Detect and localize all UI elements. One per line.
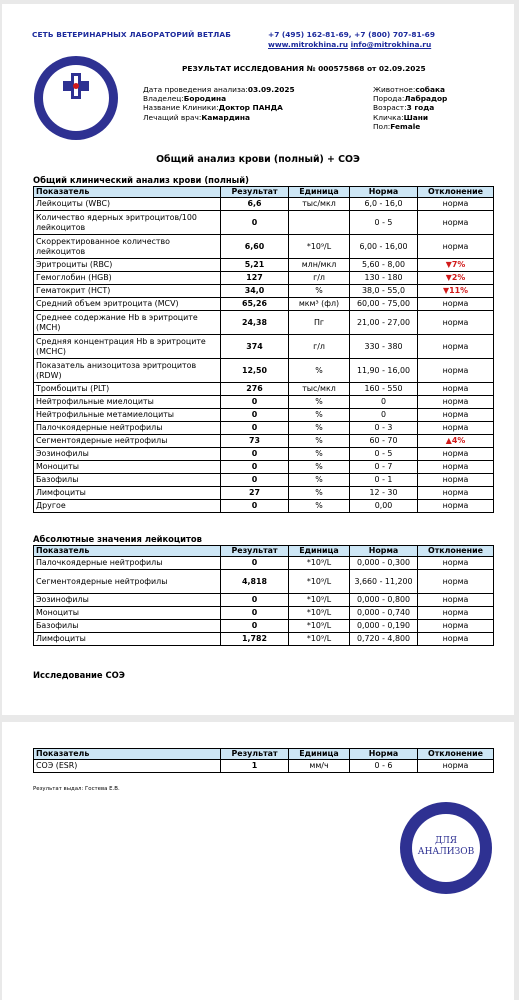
cell-unit: мм/ч <box>289 760 350 773</box>
table-row <box>34 474 494 487</box>
table-row <box>34 272 494 285</box>
table-row <box>34 760 494 773</box>
vetlab-logo <box>34 56 118 140</box>
cell-norm: 0 <box>350 396 418 409</box>
cell-norm: 0 - 6 <box>350 760 418 773</box>
cell-norm: 60 - 70 <box>350 435 418 448</box>
header-deviation: Отклонение <box>418 187 494 198</box>
cell-unit: тыс/мкл <box>289 383 350 396</box>
cell-dev: норма <box>418 359 494 383</box>
cell-dev: норма <box>418 422 494 435</box>
cell-dev: ▲4% <box>418 435 494 448</box>
cell-result: 12,50 <box>221 359 289 383</box>
cell-name: Показатель анизоцитоза эритроцитов (RDW) <box>34 359 221 383</box>
cell-dev: норма <box>418 383 494 396</box>
cell-name: СОЭ (ESR) <box>34 760 221 773</box>
header-result: Результат <box>221 546 289 557</box>
cell-norm: 6,0 - 16,0 <box>350 198 418 211</box>
table-row <box>34 633 494 646</box>
cell-dev: норма <box>418 607 494 620</box>
table-header-row <box>34 187 494 198</box>
cell-result: 1 <box>221 760 289 773</box>
table-row <box>34 259 494 272</box>
cell-name: Нейтрофильные миелоциты <box>34 396 221 409</box>
cell-result: 0 <box>221 620 289 633</box>
table-header-row <box>34 546 494 557</box>
cell-norm: 330 - 380 <box>350 335 418 359</box>
cell-result: 127 <box>221 272 289 285</box>
cell-name: Эозинофилы <box>34 448 221 461</box>
cell-result: 0 <box>221 422 289 435</box>
table-row <box>34 383 494 396</box>
table-header-row <box>34 749 494 760</box>
esr-table <box>33 748 494 773</box>
cell-norm: 3,660 - 11,200 <box>350 570 418 594</box>
table-row <box>34 448 494 461</box>
cell-unit: млн/мкл <box>289 259 350 272</box>
table-row <box>34 435 494 448</box>
cell-result: 34,0 <box>221 285 289 298</box>
report-page-1 <box>2 4 514 715</box>
table-row <box>34 620 494 633</box>
header-name: Показатель <box>34 546 221 557</box>
cell-name: Средний объем эритроцита (MCV) <box>34 298 221 311</box>
cell-name: Гемоглобин (HGB) <box>34 272 221 285</box>
table-row <box>34 500 494 513</box>
cell-result: 0 <box>221 474 289 487</box>
cell-norm: 0 - 5 <box>350 448 418 461</box>
cell-dev: норма <box>418 198 494 211</box>
cell-result: 374 <box>221 335 289 359</box>
table-row <box>34 487 494 500</box>
cbc-table <box>33 186 494 513</box>
cell-dev: норма <box>418 633 494 646</box>
table-row <box>34 211 494 235</box>
cell-unit: Пг <box>289 311 350 335</box>
cell-name: Моноциты <box>34 607 221 620</box>
website-link[interactable]: www.mitrokhina.ru <box>268 40 348 49</box>
patient-info-left: Дата проведения анализа:03.09.2025 Владелец:Бородина Название Клиники:Доктор ПАНДА Лечащий врач:Камардина <box>143 85 295 122</box>
cell-name: Гематокрит (HCT) <box>34 285 221 298</box>
table-row <box>34 461 494 474</box>
cell-name: Средняя концентрация Hb в эритроците (MCHC) <box>34 335 221 359</box>
cell-result: 24,38 <box>221 311 289 335</box>
cell-unit <box>289 211 350 235</box>
cell-unit: мкм³ (фл) <box>289 298 350 311</box>
table-row <box>34 570 494 594</box>
header-unit: Единица <box>289 749 350 760</box>
cell-unit: % <box>289 359 350 383</box>
table-row <box>34 285 494 298</box>
cell-unit: тыс/мкл <box>289 198 350 211</box>
email-link[interactable]: info@mitrokhina.ru <box>350 40 432 49</box>
absolute-table <box>33 545 494 646</box>
cell-result: 276 <box>221 383 289 396</box>
lab-name: СЕТЬ ВЕТЕРИНАРНЫХ ЛАБОРАТОРИЙ ВЕТЛАБ <box>32 30 231 39</box>
table-row <box>34 235 494 259</box>
cell-name: Сегментоядерные нейтрофилы <box>34 435 221 448</box>
cell-name: Эозинофилы <box>34 594 221 607</box>
table-row <box>34 422 494 435</box>
table-row <box>34 311 494 335</box>
lab-stamp <box>400 802 492 894</box>
cell-norm: 0,000 - 0,800 <box>350 594 418 607</box>
cell-unit: % <box>289 474 350 487</box>
cell-norm: 60,00 - 75,00 <box>350 298 418 311</box>
cell-unit: г/л <box>289 335 350 359</box>
cell-dev: норма <box>418 570 494 594</box>
cell-result: 1,782 <box>221 633 289 646</box>
cell-result: 0 <box>221 557 289 570</box>
cell-norm: 0 <box>350 409 418 422</box>
cell-unit: % <box>289 448 350 461</box>
section-title-absolute: Абсолютные значения лейкоцитов <box>33 534 202 544</box>
cell-result: 0 <box>221 211 289 235</box>
cell-unit: % <box>289 409 350 422</box>
cell-name: Скорректированное количество лейкоцитов <box>34 235 221 259</box>
cell-dev: норма <box>418 620 494 633</box>
report-page-2 <box>2 722 514 1000</box>
cell-dev: норма <box>418 335 494 359</box>
cell-norm: 38,0 - 55,0 <box>350 285 418 298</box>
lab-links <box>268 40 431 49</box>
cell-name: Среднее содержание Hb в эритроците (MCH) <box>34 311 221 335</box>
lab-phones: +7 (495) 162-81-69, +7 (800) 707-81-69 <box>268 30 435 39</box>
cell-name: Сегментоядерные нейтрофилы <box>34 570 221 594</box>
cell-name: Лейкоциты (WBC) <box>34 198 221 211</box>
cell-name: Другое <box>34 500 221 513</box>
issued-by: Результат выдал: Гостева Е.В. <box>33 786 120 792</box>
header-unit: Единица <box>289 546 350 557</box>
cell-unit: *10⁹/L <box>289 557 350 570</box>
cell-norm: 0 - 5 <box>350 211 418 235</box>
cell-dev: норма <box>418 448 494 461</box>
cell-unit: % <box>289 285 350 298</box>
table-row <box>34 557 494 570</box>
cell-unit: *10⁹/L <box>289 235 350 259</box>
cell-unit: г/л <box>289 272 350 285</box>
table-row <box>34 396 494 409</box>
header-unit: Единица <box>289 187 350 198</box>
cell-unit: *10⁹/L <box>289 607 350 620</box>
cell-norm: 0,00 <box>350 500 418 513</box>
cell-dev: норма <box>418 396 494 409</box>
table-row <box>34 607 494 620</box>
cell-unit: % <box>289 487 350 500</box>
cell-norm: 0,000 - 0,190 <box>350 620 418 633</box>
table-row <box>34 409 494 422</box>
stamp-text: ДЛЯ АНАЛИЗОВ <box>417 836 475 857</box>
cell-name: Нейтрофильные метамиелоциты <box>34 409 221 422</box>
cell-name: Базофилы <box>34 620 221 633</box>
logo-brand-text: ВЕТЛАБ <box>52 113 100 123</box>
section-title-cbc: Общий клинический анализ крови (полный) <box>33 175 249 185</box>
cell-dev: норма <box>418 557 494 570</box>
cell-dev: норма <box>418 461 494 474</box>
cell-result: 0 <box>221 594 289 607</box>
header-norm: Норма <box>350 749 418 760</box>
cell-dev: норма <box>418 500 494 513</box>
cell-dev: норма <box>418 409 494 422</box>
cell-name: Лимфоциты <box>34 487 221 500</box>
cell-dev: ▼2% <box>418 272 494 285</box>
cell-unit: % <box>289 500 350 513</box>
cell-unit: % <box>289 396 350 409</box>
cell-result: 0 <box>221 448 289 461</box>
table-row <box>34 298 494 311</box>
medical-cross-icon <box>60 70 92 102</box>
cell-norm: 0,000 - 0,740 <box>350 607 418 620</box>
cell-name: Количество ядерных эритроцитов/100 лейкоцитов <box>34 211 221 235</box>
table-row <box>34 594 494 607</box>
cell-dev: норма <box>418 487 494 500</box>
cell-name: Эритроциты (RBC) <box>34 259 221 272</box>
cell-result: 6,60 <box>221 235 289 259</box>
cell-dev: норма <box>418 760 494 773</box>
cell-norm: 6,00 - 16,00 <box>350 235 418 259</box>
cell-dev: норма <box>418 474 494 487</box>
header-result: Результат <box>221 749 289 760</box>
cell-norm: 130 - 180 <box>350 272 418 285</box>
cell-norm: 0 - 3 <box>350 422 418 435</box>
header-name: Показатель <box>34 187 221 198</box>
cell-result: 6,6 <box>221 198 289 211</box>
cell-norm: 5,60 - 8,00 <box>350 259 418 272</box>
cell-norm: 11,90 - 16,00 <box>350 359 418 383</box>
cell-result: 0 <box>221 461 289 474</box>
cell-dev: ▼7% <box>418 259 494 272</box>
cell-norm: 0,000 - 0,300 <box>350 557 418 570</box>
cell-norm: 12 - 30 <box>350 487 418 500</box>
cell-name: Палочкоядерные нейтрофилы <box>34 557 221 570</box>
cell-dev: норма <box>418 298 494 311</box>
cell-result: 73 <box>221 435 289 448</box>
cell-result: 0 <box>221 607 289 620</box>
cell-dev: ▼11% <box>418 285 494 298</box>
cell-result: 0 <box>221 500 289 513</box>
cell-result: 4,818 <box>221 570 289 594</box>
cell-result: 0 <box>221 396 289 409</box>
header-deviation: Отклонение <box>418 749 494 760</box>
analysis-title: Общий анализ крови (полный) + СОЭ <box>156 154 360 165</box>
result-title: РЕЗУЛЬТАТ ИССЛЕДОВАНИЯ № 000575868 от 02.09.2025 <box>182 64 426 73</box>
header-norm: Норма <box>350 546 418 557</box>
header-name: Показатель <box>34 749 221 760</box>
cell-norm: 160 - 550 <box>350 383 418 396</box>
cell-name: Моноциты <box>34 461 221 474</box>
cell-unit: *10⁹/L <box>289 633 350 646</box>
cell-unit: *10⁹/L <box>289 620 350 633</box>
cell-result: 5,21 <box>221 259 289 272</box>
cell-unit: *10⁹/L <box>289 570 350 594</box>
table-row <box>34 359 494 383</box>
cell-result: 27 <box>221 487 289 500</box>
cell-unit: % <box>289 435 350 448</box>
cell-unit: *10⁹/L <box>289 594 350 607</box>
stamp-brand: ВЕТЛАБ <box>423 866 469 876</box>
table-row <box>34 198 494 211</box>
cell-dev: норма <box>418 211 494 235</box>
cell-result: 0 <box>221 409 289 422</box>
header-norm: Норма <box>350 187 418 198</box>
patient-info-right: Животное:собака Порода:Лабрадор Возраст:3 года Кличка:Шани Пол:Female <box>373 85 448 131</box>
cell-norm: 21,00 - 27,00 <box>350 311 418 335</box>
cell-norm: 0 - 7 <box>350 461 418 474</box>
table-row <box>34 335 494 359</box>
cell-dev: норма <box>418 311 494 335</box>
cell-name: Палочкоядерные нейтрофилы <box>34 422 221 435</box>
cell-dev: норма <box>418 235 494 259</box>
section-title-esr: Исследование СОЭ <box>33 670 125 680</box>
cell-name: Тромбоциты (PLT) <box>34 383 221 396</box>
cell-name: Лимфоциты <box>34 633 221 646</box>
cell-unit: % <box>289 422 350 435</box>
header-deviation: Отклонение <box>418 546 494 557</box>
cell-norm: 0,720 - 4,800 <box>350 633 418 646</box>
cell-unit: % <box>289 461 350 474</box>
cell-norm: 0 - 1 <box>350 474 418 487</box>
cell-name: Базофилы <box>34 474 221 487</box>
cell-result: 65,26 <box>221 298 289 311</box>
header-result: Результат <box>221 187 289 198</box>
cell-dev: норма <box>418 594 494 607</box>
